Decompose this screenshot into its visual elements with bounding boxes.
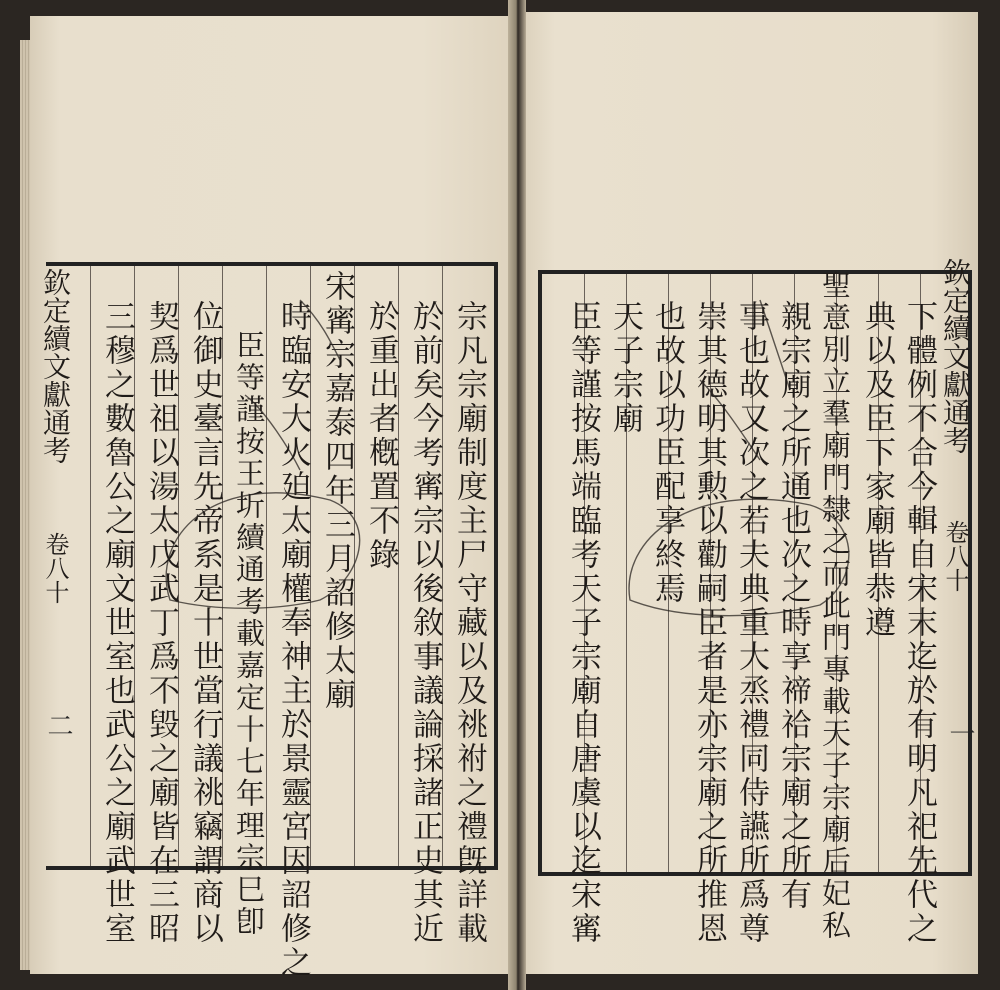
left-page-number: 二 [43, 712, 73, 738]
right-column-1: 下體例不合今輯自宋末迄於有明凡祀先代之 [901, 300, 937, 946]
right-title-strip: 欽定續文獻通考 [939, 258, 972, 454]
left-column-9: 三穆之數魯公之廟文世室也武公之廟武世室 [99, 300, 135, 946]
left-column-6: 臣等謹按王圻續通考載嘉定十七年理宗巳卽 [232, 330, 266, 938]
right-column-7: 也故以功臣配享終焉 [649, 300, 685, 606]
right-column-5: 事也故又次之若夫典重大烝禮同侍讌所爲尊 [733, 300, 769, 946]
right-column-6: 崇其德明其勲以勸嗣臣者是亦宗廟之所推恩 [691, 300, 727, 946]
left-column-1: 宗凡宗廟制度主尸守藏以及祧祔之禮旣詳載 [451, 300, 487, 946]
left-title-strip: 欽定續文獻通考 [39, 268, 72, 464]
right-column-2: 典以及臣下家廟皆恭遵 [859, 300, 895, 640]
right-column-8: 天子宗廟 [607, 300, 643, 436]
left-column-4: 宋寗宗嘉泰四年三月詔修太廟 [319, 270, 355, 712]
left-column-2: 於前矣今考寗宗以後敘事議論採諸正史其近 [407, 300, 443, 946]
left-volume-label: 卷八十 [41, 532, 69, 604]
right-column-3: 聖意別立羣廟門隸之而此門專載天子宗廟后妃私 [818, 270, 852, 942]
right-column-4: 親宗廟之所通也次之時享禘祫宗廟之所有 [775, 300, 811, 912]
right-column-9: 臣等謹按馬端臨考天子宗廟自唐虞以迄宋寗 [565, 300, 601, 946]
left-column-5: 時臨安大火廹太廟權奉神主於景靈宮因詔修之 [275, 300, 311, 980]
right-page-number: 一 [945, 720, 975, 746]
left-column-3: 於重出者槪置不錄 [363, 300, 399, 572]
right-volume-label: 卷八十 [941, 520, 969, 592]
left-column-7: 位御史臺言先帝系是十世當行議祧竊謂商以 [187, 300, 223, 946]
left-column-8: 契爲世祖以湯太戊武丁爲不毀之廟皆在三昭 [143, 300, 179, 946]
